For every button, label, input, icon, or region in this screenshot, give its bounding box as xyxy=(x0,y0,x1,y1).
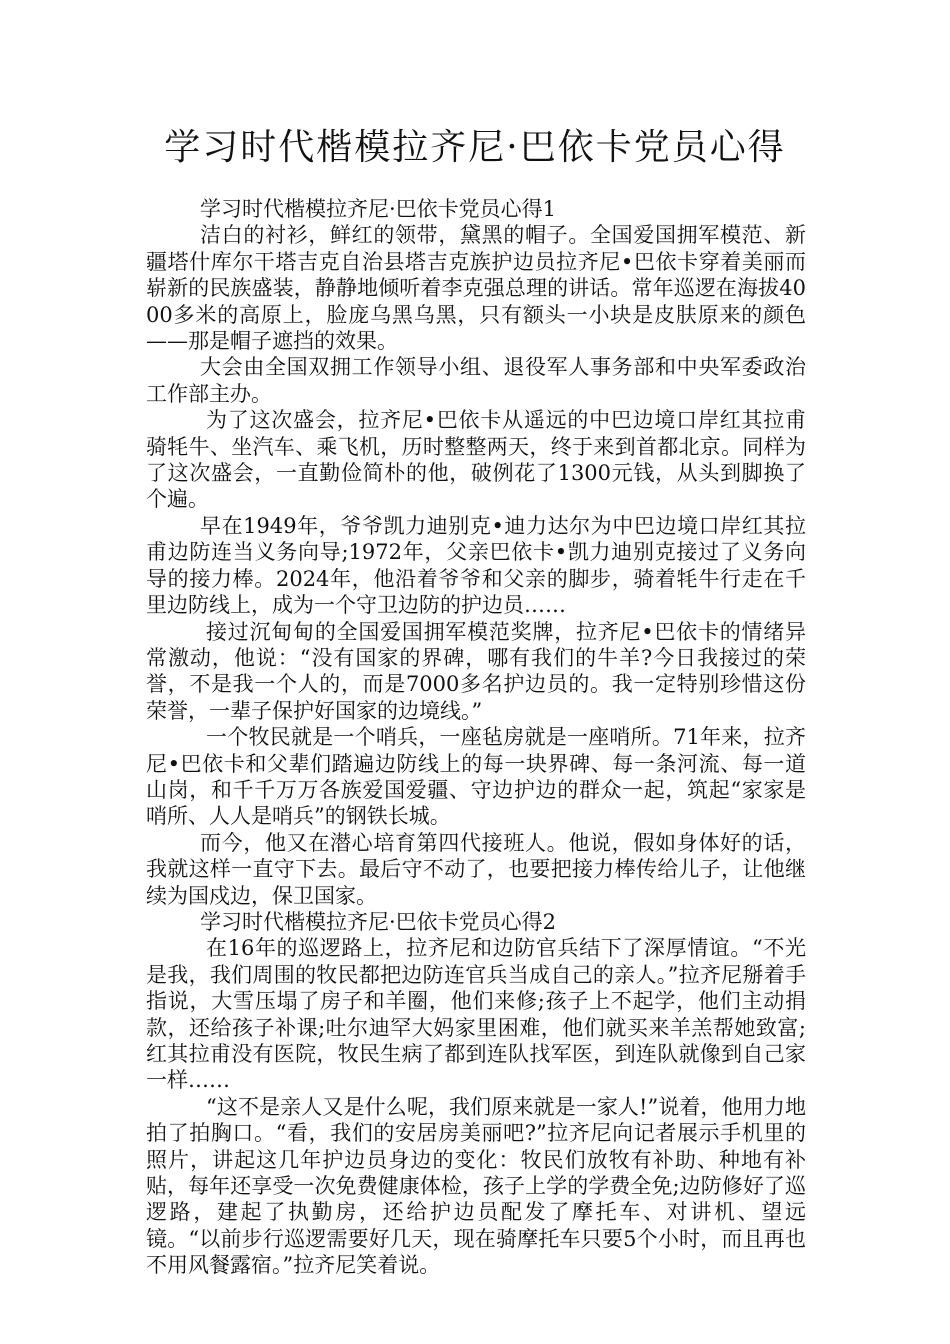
section-heading-2: 学习时代楷模拉齐尼·巴依卡党员心得2 xyxy=(200,909,557,934)
paragraph: 而今，他又在潜心培育第四代接班人。他说，假如身体好的话，我就这样一直守下去。最后守不动了，也要把接力棒传给儿子，让他继续为国戍边，保卫国家。 xyxy=(146,830,806,908)
paragraph: 一个牧民就是一个哨兵，一座毡房就是一座哨所。71年来，拉齐尼•巴依卡和父辈们踏遍边防线上的每一块界碑、每一条河流、每一道山岗，和千千万万各族爱国爱疆、守边护边的群众一起，筑起“家家是哨所、人人是哨兵”的钢铁长城。 xyxy=(146,725,806,829)
paragraph: 大会由全国双拥工作领导小组、退役军人事务部和中央军委政治工作部主办。 xyxy=(146,355,806,406)
paragraph: 早在1949年，爷爷凯力迪别克•迪力达尔为中巴边境口岸红其拉甫边防连当义务向导;1972年，父亲巴依卡•凯力迪别克接过了义务向导的接力棒。2024年，他沿着爷爷和父亲的脚步，骑着牦牛行走在千里边防线上，成为一个守卫边防的护边员…… xyxy=(146,513,806,618)
paragraph: 为了这次盛会，拉齐尼•巴依卡从遥远的中巴边境口岸红其拉甫骑牦牛、坐汽车、乘飞机，历时整整两天，终于来到首都北京。同样为了这次盛会，一直勤俭简朴的他，破例花了1300元钱，从头到脚换了个遍。 xyxy=(146,408,806,512)
paragraph: 接过沉甸甸的全国爱国拥军模范奖牌，拉齐尼•巴依卡的情绪异常激动，他说：“没有国家的界碑，哪有我们的牛羊?今日我接过的荣誉，不是我一个人的，而是7000多名护边员的。我一定特别珍惜这份荣誉，一辈子保护好国家的边境线。” xyxy=(146,619,806,723)
page-title: 学习时代楷模拉齐尼·巴依卡党员心得 xyxy=(164,127,786,168)
paragraph: “这不是亲人又是什么呢，我们原来就是一家人!”说着，他用力地拍了拍胸口。“看，我们的安居房美丽吧?”拉齐尼向记者展示手机里的照片，讲起这几年护边员身边的变化：牧民们放牧有补助、种地有补贴，每年还享受一次免费健康体检，孩子上学的学费全免;边防修好了巡逻路，建起了执勤房，还给护边员配发了摩托车、对讲机、望远镜。“以前步行巡逻需要好几天，现在骑摩托车只要5个小时，而且再也不用风餐露宿。”拉齐尼笑着说。 xyxy=(146,1094,806,1278)
paragraph: 洁白的衬衫，鲜红的领带，黛黑的帽子。全国爱国拥军模范、新疆塔什库尔干塔吉克自治县塔吉克族护边员拉齐尼•巴依卡穿着美丽而崭新的民族盛装，静静地倾听着李克强总理的讲话。常年巡逻在海拔4000多米的高原上，脸庞乌黑乌黑，只有额头一小块是皮肤原来的颜色——那是帽子遮挡的效果。 xyxy=(146,223,806,354)
section-heading-1: 学习时代楷模拉齐尼·巴依卡党员心得1 xyxy=(200,197,557,221)
document-body xyxy=(146,196,806,1279)
paragraph: 在16年的巡逻路上，拉齐尼和边防官兵结下了深厚情谊。“不光是我，我们周围的牧民都把边防连官兵当成自己的亲人。”拉齐尼掰着手指说，大雪压塌了房子和羊圈，他们来修;孩子上不起学，他们主动捐款，还给孩子补课;吐尔迪罕大妈家里困难，他们就买来羊羔帮她致富;红其拉甫没有医院，牧民生病了都到连队找军医，到连队就像到自己家一样…… xyxy=(146,936,806,1093)
